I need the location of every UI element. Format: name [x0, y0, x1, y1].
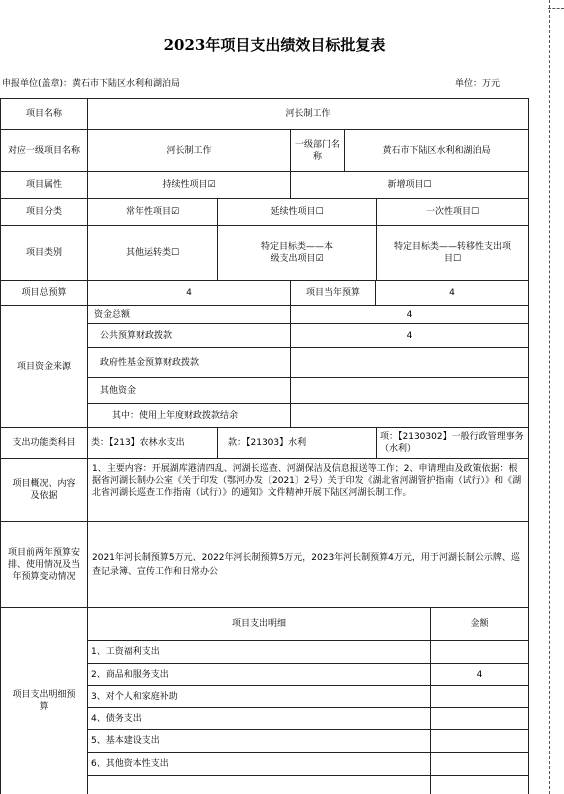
funds-total-label: 资金总额	[87, 305, 291, 324]
funds-carryover-note: 其中：使用上年度财政拨款结余	[87, 403, 291, 428]
project-name-value: 河长制工作	[87, 98, 529, 130]
funds-other-value	[290, 377, 529, 404]
detail-item-amount	[430, 640, 529, 664]
attribute-continuing: 持续性项目☑	[87, 171, 291, 199]
detail-header-amount: 金额	[430, 607, 529, 641]
detail-item-amount	[430, 729, 529, 753]
category-onetime: 一次性项目☐	[376, 198, 529, 226]
detail-item-label: 1、工资福利支出	[87, 640, 431, 664]
history-label: 项目前两年预算安排、使用情况及当年预算变动情况	[0, 521, 88, 608]
funds-label: 项目资金来源	[0, 305, 88, 428]
classification-item: 项：【2130302】一般行政管理事务（水利）	[376, 427, 529, 459]
attribute-label: 项目属性	[0, 171, 88, 199]
detail-empty-row	[87, 775, 431, 794]
department-value: 黄石市下陆区水利和湖泊局	[344, 129, 529, 172]
detail-item-label: 2、商品和服务支出	[87, 663, 431, 686]
detail-item-label: 6、其他资本性支出	[87, 752, 431, 776]
project-name-label: 项目名称	[0, 98, 88, 130]
funds-public-label: 公共预算财政拨款	[87, 323, 291, 348]
detail-item-amount: 4	[430, 663, 529, 686]
department-label: 一级部门名称	[290, 129, 345, 172]
currency-unit: 单位：万元	[455, 79, 501, 89]
page-edge-right	[549, 0, 550, 794]
overview-label: 项目概况、内容及依据	[0, 458, 88, 522]
applicant-unit: 申报单位(盖章)：黄石市下陆区水利和湖泊局	[2, 79, 181, 89]
classification-section: 款：【21303】水利	[217, 427, 377, 459]
current-budget-label: 项目当年预算	[290, 280, 376, 306]
funds-other-label: 其他资金	[87, 377, 291, 404]
total-budget-label: 项目总预算	[0, 280, 88, 306]
type-other: 其他运转类☐	[87, 225, 218, 281]
page-title: 2023年项目支出绩效目标批复表	[163, 36, 386, 54]
category-regular: 常年性项目☑	[87, 198, 218, 226]
funds-gov-fund-label: 政府性基金预算财政拨款	[87, 347, 291, 378]
category-extended: 延续性项目☐	[217, 198, 377, 226]
detail-budget-label: 项目支出明细预算	[0, 607, 88, 794]
classification-kind: 类：【213】农林水支出	[87, 427, 218, 459]
detail-item-label: 3、对个人和家庭补助	[87, 685, 431, 708]
parent-project-value: 河长制工作	[87, 129, 291, 172]
detail-item-amount	[430, 685, 529, 708]
funds-total-value: 4	[290, 305, 529, 324]
category-label: 项目分类	[0, 198, 88, 226]
funds-gov-fund-value	[290, 347, 529, 378]
type-special-transfer: 特定目标类——转移性支出项目☐	[376, 225, 529, 281]
page-edge-top	[548, 8, 564, 9]
current-budget-value: 4	[375, 280, 529, 306]
detail-item-amount	[430, 752, 529, 776]
history-text: 2021年河长制预算5万元、2022年河长制预算5万元，2023年河长制预算4万元，用于河湖长制公示牌、巡查记录簿、宣传工作和日常办公	[87, 521, 529, 608]
detail-item-label: 4、债务支出	[87, 707, 431, 730]
type-special-this-level: 特定目标类——本级支出项目☑	[217, 225, 377, 281]
funds-public-value: 4	[290, 323, 529, 348]
detail-header-item: 项目支出明细	[87, 607, 431, 641]
attribute-new: 新增项目☐	[290, 171, 529, 199]
detail-empty-amount	[430, 775, 529, 794]
overview-text: 1、主要内容：开展湖库港清四乱、河湖长巡查、河湖保洁及信息报送等工作；2、申请理由及政策依据：根据省河湖长制办公室《关于印发（鄂河办发〔2021〕2号）关于印发《湖北省河湖管护指南（试行）》和《湖北省河湖长巡查工作指南（试行）》的通知》文件精神开展下陆区河湖长制工作。	[87, 458, 529, 522]
detail-item-amount	[430, 707, 529, 730]
funds-carryover-value	[290, 403, 529, 428]
type-label: 项目类别	[0, 225, 88, 281]
detail-item-label: 5、基本建设支出	[87, 729, 431, 753]
parent-project-label: 对应一级项目名称	[0, 129, 88, 172]
total-budget-value: 4	[87, 280, 291, 306]
classification-label: 支出功能类科目	[0, 427, 88, 459]
